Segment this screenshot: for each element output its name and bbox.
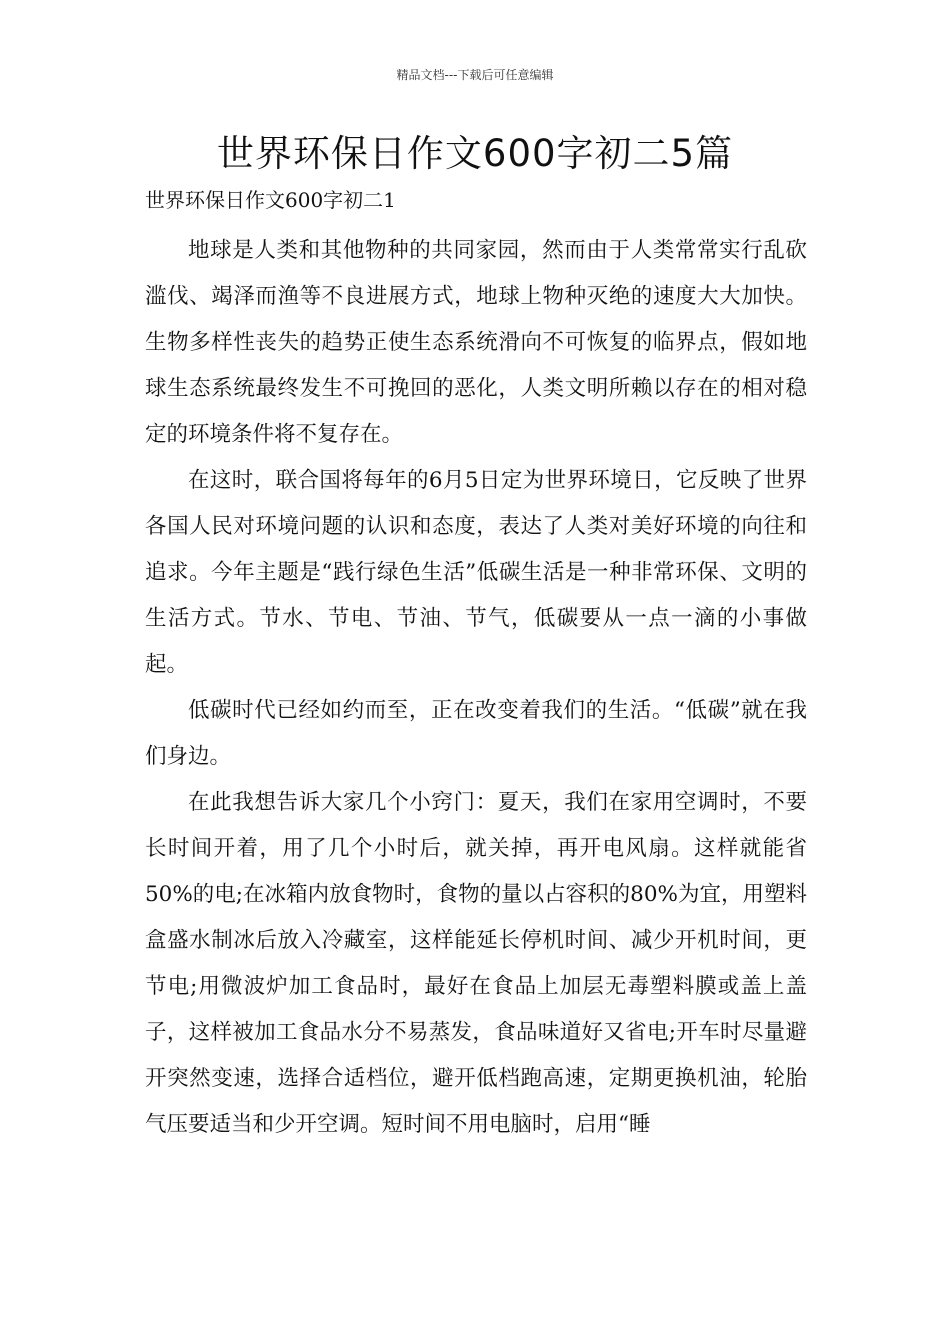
paragraph-2: 在这时，联合国将每年的6月5日定为世界环境日，它反映了世界各国人民对环境问题的认识和态度，表达了人类对美好环境的向往和追求。今年主题是“践行绿色生活”低碳生活是一种非常环保、文明的生活方式。节水、节电、节油、节气，低碳要从一点一滴的小事做起。 (145, 468, 807, 677)
paragraph-1: 地球是人类和其他物种的共同家园，然而由于人类常常实行乱砍滥伐、竭泽而渔等不良进展方式，地球上物种灭绝的速度大大加快。生物多样性丧失的趋势正使生态系统滑向不可恢复的临界点，假如地球生态系统最终发生不可挽回的恶化，人类文明所赖以存在的相对稳定的环境条件将不复存在。 (145, 238, 807, 447)
document-body (145, 228, 807, 1148)
essay-subtitle: 世界环保日作文600字初二1 (145, 188, 396, 212)
paragraph-4: 在此我想告诉大家几个小窍门：夏天，我们在家用空调时，不要长时间开着，用了几个小时后，就关掉，再开电风扇。这样就能省50%的电;在冰箱内放食物时，食物的量以占容积的80%为宜，用塑料盒盛水制冰后放入冷藏室，这样能延长停机时间、减少开机时间，更节电;用微波炉加工食品时，最好在食品上加层无毒塑料膜或盖上盖子，这样被加工食品水分不易蒸发，食品味道好又省电;开车时尽量避开突然变速，选择合适档位，避开低档跑高速，定期更换机油，轮胎气压要适当和少开空调。短时间不用电脑时，启用“睡 (145, 790, 807, 1137)
document-title: 世界环保日作文600字初二5篇 (216, 132, 734, 175)
paragraph-3: 低碳时代已经如约而至，正在改变着我们的生活。“低碳”就在我们身边。 (145, 698, 807, 769)
page-header: 精品文档---下载后可任意编辑 (396, 68, 554, 82)
